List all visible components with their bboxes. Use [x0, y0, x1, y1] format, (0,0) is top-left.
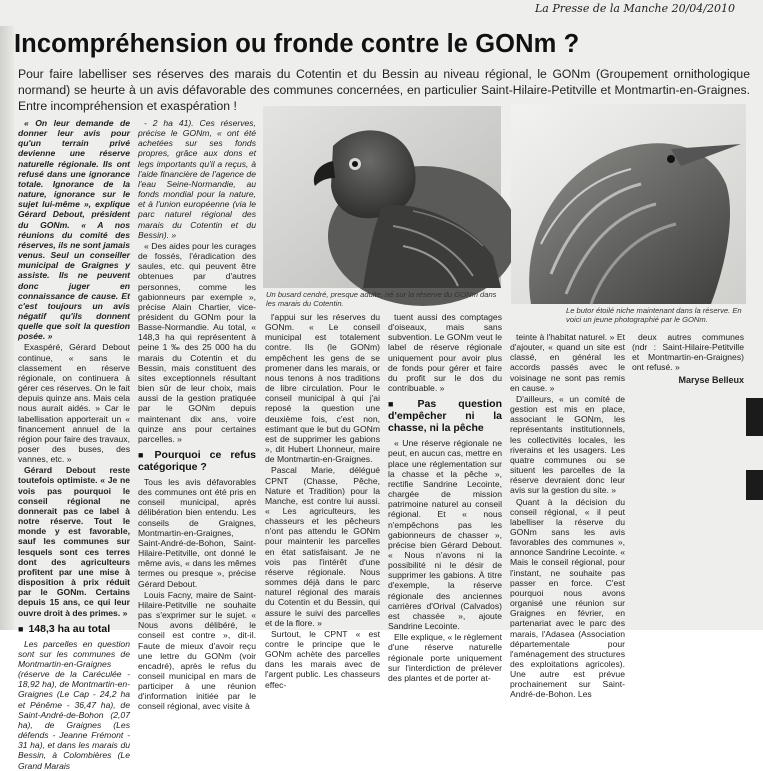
photo-caption: Un busard cendré, presque adulte, né sur la réserve du GONm dans les marais du Cotentin. [266, 290, 497, 308]
paragraph: Elle explique, « le règlement d'une réserve naturelle régionale porte uniquement sur l'interdiction de prélever des plantes et de porter at- [388, 632, 502, 683]
handwritten-date-note: La Presse de la Manche 20/04/2010 [535, 2, 736, 15]
column-1 [18, 118, 130, 771]
column-2 [138, 118, 257, 712]
clipping-edge [746, 398, 763, 436]
paragraph: Exaspéré, Gérard Debout continue, « sans le classement en réserve régionale, on continuera à gérer ces réserves. On le fait depuis quinze ans. Mais cela nous aurait aidés. » Car le labellisation apporterait un « financement annuel de la région pour faire des travaux, poser des buses, des vannes, etc. » [18, 342, 130, 465]
paragraph: deux autres communes (ndr : Saint-Hilaire-Petitville et Montmartin-en-Graignes) ont refusé. » [632, 332, 744, 373]
paragraph: « Une réserve régionale ne peut, en aucun cas, mettre en place une réglementation sur la chasse et la pêche », rectifie Sandrine Lecointe, chargée de mission patrimoine naturel au conseil régional. Et « nous n'empêchons pas les gabionneurs de chasser », précise bien Gérard Debout. « Nous n'avons ni la possibilité ni le désir de supprimer les gabions. À titre d'exemple, la réserve régionale des anciennes carrières d'Orival (Calvados) est chassée », ajoute Sandrine Lecointe. [388, 438, 502, 632]
paragraph: Louis Facny, maire de Saint-Hilaire-Petitville ne souhaite pas s'exprimer sur le sujet. « Nous avons délibéré, le conseil est contre », dit-il. Faute de mieux d'avoir reçu une lettre du GONm (voir encadré), après le refus du conseil municipal en mars de participer à une réunion d'information initiée par le conseil régional, avec visite à [138, 589, 256, 712]
column-3 [265, 312, 380, 690]
paragraph: Pascal Marie, délégué CPNT (Chasse, Pêche, Nature et Tradition) pour la Manche, est contre lui aussi. « Les agriculteurs, les chasseurs et les pêcheurs n'ont pas attendu le GONm pour maintenir les parcelles en état satisfaisant. Je ne vois pas l'intérêt d'une réserve régionale. Nous sommes déjà dans le parc naturel régional des marais du Cotentin et du Bessin, qui assure le suivi des parcelles et de la flore. » [265, 465, 380, 628]
paragraph: Les parcelles en question sont sur les communes de Montmartin-en-Graignes (réserve de la Caréculée - 18,92 ha), de Montmartin-en-Graignes (Le Cap - 24,2 ha et Pénême - 36,47 ha), de Saint-André-de-Bohon (2,07 ha), de Graignes (Les défends - Jeanne Frémont - 31 ha), et dans les marais du Bessin, à Colombières (Le Grand Marais [18, 638, 130, 771]
column-5 [510, 332, 625, 700]
paragraph: tuent aussi des comptages d'oiseaux, mais sans subvention. Le GONm veut le label de réserve régionale uniquement pour avoir plus de fonds pour gérer et faire du profit sur le dos du contribuable. » [388, 312, 502, 394]
paragraph: « On leur demande de donner leur avis pour qu'un terrain privé devienne une réserve naturelle régionale. Ils ont refusé dans une ignorance totale. Ignorance de la nature, ignorance sur le sujet lui-même », explique Gérard Debout, président du GONm. « A nos réunions du comité des réserves, ils ne sont jamais venus. Seul un conseiller municipal de Graignes y assiste. Ils ne peuvent donc juger en connaissance de cause. Et c'est toujours un avis négatif qu'ils donnent quelle que soit la question posée. » [18, 118, 130, 342]
subheading: ■ Pourquoi ce refus catégorique ? [138, 449, 256, 473]
lead-paragraph: Pour faire labelliser ses réserves des marais du Cotentin et du Bessin au niveau régional, le GONm (Groupement ornithologique normand) se heurte à un avis défavorable des communes concernées, en particulier Saint-Hilaire-Petitville et Montmartin-en-Graignes. Entre incompréhension et exaspération ! [18, 67, 750, 113]
paragraph: Gérard Debout reste toutefois optimiste. « Je ne vois pas pourquoi le conseil régional ne donnerait pas ce label à notre réserve. Tout le monde y est favorable, sauf les communes sur lesquels sont ces terres dont des agriculteurs profitent par une mise à disposition à prix réduit par le GONm. Certains depuis 15 ans, ce qui leur ouvre droit à des primes. » [18, 465, 130, 618]
column-6 [632, 332, 744, 392]
paragraph: Surtout, le CPNT « est contre le principe que le GONm achète des parcelles dans les marais avec de l'argent public. Les chasseurs effec- [265, 628, 380, 690]
subheading: ■ Pas question d'empêcher ni la chasse, ni la pêche [388, 398, 502, 434]
paragraph: l'appui sur les réserves du GONm. « Le conseil municipal est totalement contre. Ils (le GONm) empêchent les gens de se promener dans les marais, or nous tenons à nos traditions de libre circulation. Pour le conseil municipal à qui j'ai reposé la question une deuxième fois, c'est non, estimant que le but du GONm est de supprimer les gabions », dit Hubert Lhonneur, maire de Montmartin-en-Graignes. [265, 312, 380, 465]
bittern-photo-icon [511, 104, 746, 304]
paragraph: D'ailleurs, « un comité de gestion est mis en place, associant le GONm, les représentants institutionnels, les collectivités locales, les riverains et les usagers. Les quatre communes ou se situent les parcelles de la réserve devraient donc leur avis sur la gestion du site. » [510, 393, 625, 496]
photo-caption: Le butor étoilé niche maintenant dans la réserve. En voici un jeune photographié par le GONm. [566, 306, 742, 324]
paragraph: teinte à l'habitat naturel. » Et d'ajouter, « quand un site est classé, en général les accords passés avec le voisinage ne sont pas remis en cause. » [510, 332, 625, 393]
subheading: ■ 148,3 ha au total [18, 623, 130, 635]
bird-of-prey-photo-icon [263, 106, 501, 288]
harrier-photo [263, 106, 501, 288]
paragraph: - 2 ha 41). Ces réserves, précise le GONm, « ont été achetées sur ses fonds propres, grâce aux dons et legs importants qu'il a reçus, à l'aide financière de l'agence de l'eau Seine-Normandie, au fonds mondial pour la nature, et à l'union européenne (via le parc naturel régional des marais du Cotentin et du Bessin). » [138, 118, 256, 240]
clipping-edge [746, 470, 763, 500]
headline: Incompréhension ou fronde contre le GONm ? [14, 30, 580, 58]
column-4 [388, 312, 502, 683]
bittern-photo [511, 104, 746, 304]
paragraph: Tous les avis défavorables des communes ont été pris en conseil municipal, après délibération bien entendu. Les conseils de Graignes, Montmartin-en-Graignes, Saint-André-de-Bohon, Saint-Hilaire-Petitville, ont donné le même avis, « dans les mêmes termes ou presque », précise Gérard Debout. [138, 477, 256, 589]
paragraph: « Des aides pour les curages de fossés, l'éradication des saules, etc. qui peuvent être obtenues par d'autres personnes, comme les gabionneurs par exemple », précise Alain Chartier, vice-président du GONm pour la Basse-Normandie. Au total, « 148,3 ha qui représentent à peine 1 ‰ des 25 000 ha du marais du Cotentin et du Bessin, mais constituent des sites exceptionnels résultant bien sûr de leur choix, mais aussi de la gestion pratiquée par le GONm depuis maintenant dix ans, voire quinze ans pour certaines parcelles. » [138, 240, 256, 444]
paragraph: Quant à la décision du conseil régional, « il peut labelliser la réserve du GONm sans les avis favorables des communes », annonce Sandrine Lecointe. « Mais le conseil régional, pour l'instant, ne souhaite pas passer en force. C'est pourquoi nous avons organisé une réunion sur Graignes en février, en partenariat avec le parc des marais, l'Adasea (Association départementale pour l'aménagement des structures des exploitations agricoles). Une autre est prévue prochainement sur Saint-André-de-Bohon. Les [510, 496, 625, 700]
author-signature: Maryse Belleux [678, 374, 744, 385]
